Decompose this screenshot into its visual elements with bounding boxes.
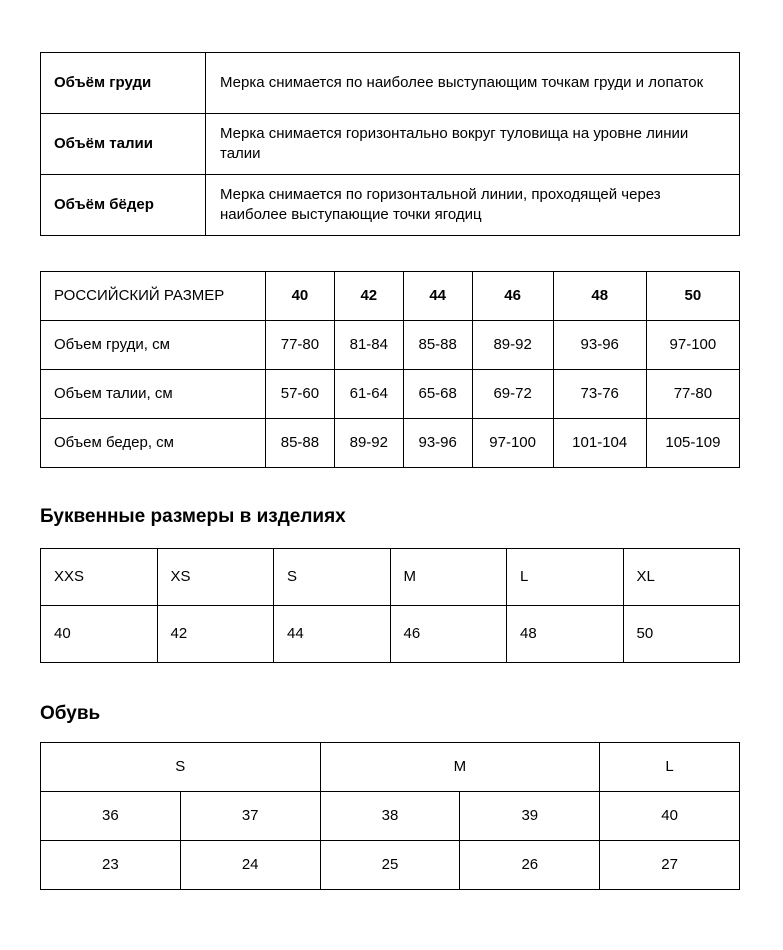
measure-label-hips: Объём бёдер bbox=[41, 175, 206, 236]
number-size-cell: 44 bbox=[274, 606, 391, 663]
value-cell: 69-72 bbox=[472, 370, 553, 419]
value-cell: 65-68 bbox=[403, 370, 472, 419]
table-row bbox=[41, 321, 740, 370]
russian-sizes-table bbox=[40, 271, 740, 468]
shoes-table bbox=[40, 742, 740, 890]
shoe-cm-size: 25 bbox=[320, 841, 460, 890]
row-label-chest: Объем груди, см bbox=[41, 321, 266, 370]
table-row bbox=[41, 792, 740, 841]
table-row bbox=[41, 606, 740, 663]
size-header-cell: 42 bbox=[334, 272, 403, 321]
shoes-title: Обувь bbox=[40, 703, 101, 724]
value-cell: 93-96 bbox=[553, 321, 646, 370]
letter-size-cell: XL bbox=[623, 549, 740, 606]
value-cell: 105-109 bbox=[646, 419, 739, 468]
table-row bbox=[41, 175, 740, 236]
shoe-cm-size: 24 bbox=[180, 841, 320, 890]
measure-label-waist: Объём талии bbox=[41, 114, 206, 175]
size-header-cell: 50 bbox=[646, 272, 739, 321]
letter-size-cell: L bbox=[507, 549, 624, 606]
size-header-cell: 48 bbox=[553, 272, 646, 321]
value-cell: 97-100 bbox=[646, 321, 739, 370]
row-label-waist: Объем талии, см bbox=[41, 370, 266, 419]
value-cell: 85-88 bbox=[403, 321, 472, 370]
value-cell: 77-80 bbox=[646, 370, 739, 419]
shoe-group-m: M bbox=[320, 743, 600, 792]
shoe-group-s: S bbox=[41, 743, 321, 792]
value-cell: 85-88 bbox=[266, 419, 335, 468]
letter-size-cell: XXS bbox=[41, 549, 158, 606]
letter-size-cell: S bbox=[274, 549, 391, 606]
value-cell: 89-92 bbox=[472, 321, 553, 370]
measurement-descriptions-table bbox=[40, 52, 740, 236]
shoe-group-l: L bbox=[600, 743, 740, 792]
number-size-cell: 40 bbox=[41, 606, 158, 663]
shoe-eu-size: 37 bbox=[180, 792, 320, 841]
shoe-eu-size: 38 bbox=[320, 792, 460, 841]
size-header-cell: 40 bbox=[266, 272, 335, 321]
value-cell: 89-92 bbox=[334, 419, 403, 468]
table-row bbox=[41, 370, 740, 419]
measure-desc-waist: Мерка снимается горизонтально вокруг туловища на уровне линии талии bbox=[206, 114, 740, 175]
number-size-cell: 42 bbox=[157, 606, 274, 663]
shoe-cm-size: 27 bbox=[600, 841, 740, 890]
table-row bbox=[41, 841, 740, 890]
value-cell: 97-100 bbox=[472, 419, 553, 468]
value-cell: 93-96 bbox=[403, 419, 472, 468]
size-header-cell: 46 bbox=[472, 272, 553, 321]
shoe-eu-size: 40 bbox=[600, 792, 740, 841]
value-cell: 61-64 bbox=[334, 370, 403, 419]
letter-size-cell: XS bbox=[157, 549, 274, 606]
shoe-eu-size: 39 bbox=[460, 792, 600, 841]
table-row bbox=[41, 419, 740, 468]
table-header-row bbox=[41, 549, 740, 606]
russian-size-header: РОССИЙСКИЙ РАЗМЕР bbox=[41, 272, 266, 321]
letter-sizes-title: Буквенные размеры в изделиях bbox=[40, 506, 346, 527]
measure-desc-chest: Мерка снимается по наиболее выступающим точкам груди и лопаток bbox=[206, 53, 740, 114]
shoe-eu-size: 36 bbox=[41, 792, 181, 841]
table-row bbox=[41, 114, 740, 175]
letter-sizes-table bbox=[40, 548, 740, 663]
value-cell: 81-84 bbox=[334, 321, 403, 370]
table-header-row bbox=[41, 743, 740, 792]
table-header-row bbox=[41, 272, 740, 321]
number-size-cell: 48 bbox=[507, 606, 624, 663]
shoe-cm-size: 23 bbox=[41, 841, 181, 890]
value-cell: 101-104 bbox=[553, 419, 646, 468]
letter-size-cell: M bbox=[390, 549, 507, 606]
value-cell: 73-76 bbox=[553, 370, 646, 419]
shoe-cm-size: 26 bbox=[460, 841, 600, 890]
table-row bbox=[41, 53, 740, 114]
measure-desc-hips: Мерка снимается по горизонтальной линии, проходящей через наиболее выступающие точки ягодиц bbox=[206, 175, 740, 236]
row-label-hips: Объем бедер, см bbox=[41, 419, 266, 468]
value-cell: 57-60 bbox=[266, 370, 335, 419]
number-size-cell: 46 bbox=[390, 606, 507, 663]
value-cell: 77-80 bbox=[266, 321, 335, 370]
number-size-cell: 50 bbox=[623, 606, 740, 663]
size-header-cell: 44 bbox=[403, 272, 472, 321]
measure-label-chest: Объём груди bbox=[41, 53, 206, 114]
